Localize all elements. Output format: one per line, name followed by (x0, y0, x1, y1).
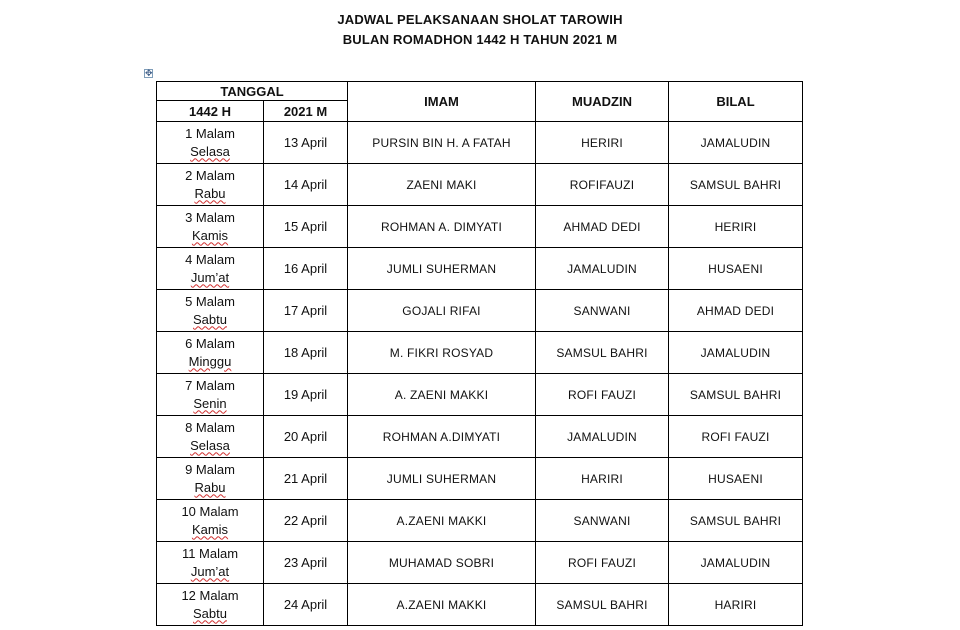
night-number: 9 Malam (185, 461, 235, 477)
imam-cell: M. FIKRI ROSYAD (348, 332, 536, 374)
document-title (0, 10, 960, 50)
muadzin-cell: HERIRI (536, 122, 669, 164)
date-cell: 18 April (264, 332, 348, 374)
header-imam: IMAM (348, 82, 536, 122)
date-cell: 19 April (264, 374, 348, 416)
day-name: Rabu (194, 479, 226, 495)
bilal-cell: HERIRI (669, 206, 803, 248)
day-name: Selasa (190, 143, 230, 159)
date-cell: 17 April (264, 290, 348, 332)
table-row (157, 164, 803, 206)
bilal-cell: JAMALUDIN (669, 332, 803, 374)
night-number: 10 Malam (181, 503, 239, 519)
bilal-cell: HUSAENI (669, 248, 803, 290)
day-name: Sabtu (193, 311, 227, 327)
date-cell: 20 April (264, 416, 348, 458)
imam-cell: ROHMAN A.DIMYATI (348, 416, 536, 458)
schedule-table (156, 81, 803, 626)
muadzin-cell: AHMAD DEDI (536, 206, 669, 248)
date-cell: 13 April (264, 122, 348, 164)
bilal-cell: AHMAD DEDI (669, 290, 803, 332)
table-row (157, 332, 803, 374)
day-name: Kamis (191, 227, 229, 243)
imam-cell: ZAENI MAKI (348, 164, 536, 206)
date-cell: 15 April (264, 206, 348, 248)
table-row (157, 500, 803, 542)
muadzin-cell: HARIRI (536, 458, 669, 500)
day-name: Selasa (190, 437, 230, 453)
move-arrows-icon[interactable]: ✥ (145, 68, 153, 78)
header-hijri: 1442 H (157, 101, 264, 122)
header-bilal: BILAL (669, 82, 803, 122)
imam-cell: A.ZAENI MAKKI (348, 584, 536, 626)
imam-cell: A.ZAENI MAKKI (348, 500, 536, 542)
night-number: 3 Malam (185, 209, 235, 225)
night-cell (157, 458, 264, 500)
table-row (157, 584, 803, 626)
title-line-1: JADWAL PELAKSANAAN SHOLAT TAROWIH (337, 12, 623, 27)
bilal-cell: JAMALUDIN (669, 122, 803, 164)
bilal-cell: SAMSUL BAHRI (669, 500, 803, 542)
table-row (157, 374, 803, 416)
day-name: Jum’at (190, 269, 230, 285)
header-tanggal: TANGGAL (157, 82, 348, 101)
table-row (157, 542, 803, 584)
night-number: 11 Malam (181, 545, 239, 561)
imam-cell: JUMLI SUHERMAN (348, 248, 536, 290)
night-number: 1 Malam (185, 125, 235, 141)
night-number: 7 Malam (185, 377, 235, 393)
day-name: Rabu (194, 185, 226, 201)
muadzin-cell: SAMSUL BAHRI (536, 332, 669, 374)
title-line-2: BULAN ROMADHON 1442 H TAHUN 2021 M (342, 32, 618, 47)
date-cell: 14 April (264, 164, 348, 206)
night-cell (157, 542, 264, 584)
night-number: 12 Malam (181, 587, 239, 603)
night-number: 2 Malam (185, 167, 235, 183)
night-cell (157, 374, 264, 416)
header-muadzin: MUADZIN (536, 82, 669, 122)
muadzin-cell: SANWANI (536, 290, 669, 332)
bilal-cell: JAMALUDIN (669, 542, 803, 584)
night-cell (157, 332, 264, 374)
header-masehi: 2021 M (264, 101, 348, 122)
night-cell (157, 584, 264, 626)
bilal-cell: SAMSUL BAHRI (669, 164, 803, 206)
imam-cell: MUHAMAD SOBRI (348, 542, 536, 584)
table-row (157, 290, 803, 332)
imam-cell: A. ZAENI MAKKI (348, 374, 536, 416)
night-number: 5 Malam (185, 293, 235, 309)
night-cell (157, 122, 264, 164)
imam-cell: ROHMAN A. DIMYATI (348, 206, 536, 248)
date-cell: 22 April (264, 500, 348, 542)
muadzin-cell: ROFI FAUZI (536, 542, 669, 584)
bilal-cell: SAMSUL BAHRI (669, 374, 803, 416)
day-name: Sabtu (193, 605, 227, 621)
schedule-body (157, 122, 803, 626)
night-cell (157, 500, 264, 542)
bilal-cell: HUSAENI (669, 458, 803, 500)
date-cell: 16 April (264, 248, 348, 290)
muadzin-cell: JAMALUDIN (536, 248, 669, 290)
night-number: 8 Malam (185, 419, 235, 435)
day-name: Minggu (188, 353, 232, 369)
date-cell: 24 April (264, 584, 348, 626)
table-row (157, 122, 803, 164)
day-name: Jum’at (190, 563, 230, 579)
imam-cell: PURSIN BIN H. A FATAH (348, 122, 536, 164)
table-header-row (157, 82, 803, 101)
table-row (157, 458, 803, 500)
night-number: 6 Malam (185, 335, 235, 351)
table-row (157, 206, 803, 248)
night-number: 4 Malam (185, 251, 235, 267)
night-cell (157, 290, 264, 332)
table-row (157, 416, 803, 458)
date-cell: 23 April (264, 542, 348, 584)
day-name: Kamis (191, 521, 229, 537)
muadzin-cell: SANWANI (536, 500, 669, 542)
table-row (157, 248, 803, 290)
night-cell (157, 164, 264, 206)
imam-cell: JUMLI SUHERMAN (348, 458, 536, 500)
muadzin-cell: SAMSUL BAHRI (536, 584, 669, 626)
night-cell (157, 248, 264, 290)
day-name: Senin (193, 395, 227, 411)
imam-cell: GOJALI RIFAI (348, 290, 536, 332)
muadzin-cell: ROFI FAUZI (536, 374, 669, 416)
night-cell (157, 416, 264, 458)
bilal-cell: ROFI FAUZI (669, 416, 803, 458)
bilal-cell: HARIRI (669, 584, 803, 626)
night-cell (157, 206, 264, 248)
date-cell: 21 April (264, 458, 348, 500)
muadzin-cell: JAMALUDIN (536, 416, 669, 458)
muadzin-cell: ROFIFAUZI (536, 164, 669, 206)
